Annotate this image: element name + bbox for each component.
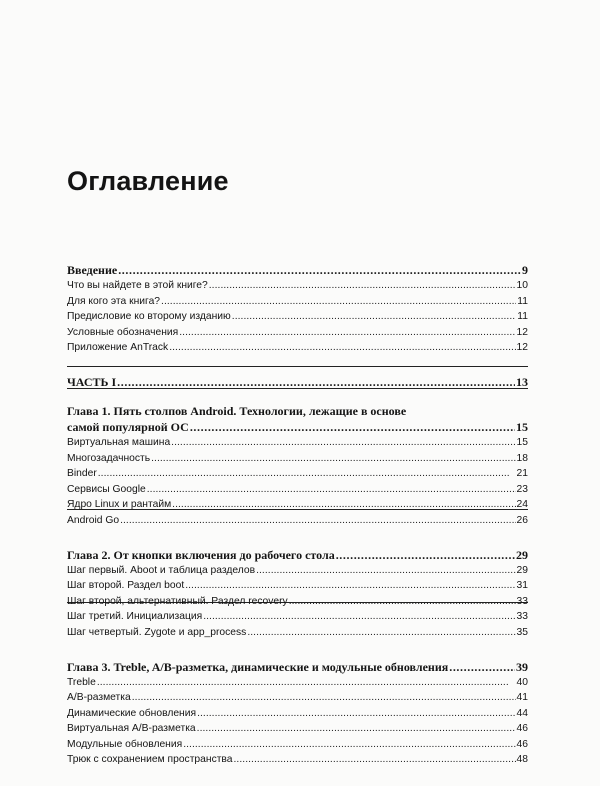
page-number: 44 bbox=[516, 707, 528, 719]
page-title: Оглавление bbox=[67, 166, 229, 196]
page-number: 31 bbox=[516, 580, 528, 592]
dot-leader bbox=[209, 278, 516, 294]
toc-entry[interactable] bbox=[67, 690, 528, 706]
toc-entry-label: Трюк с сохранением пространства bbox=[67, 754, 233, 766]
toc-group-chapter1 bbox=[67, 403, 528, 529]
dot-leader bbox=[256, 563, 515, 579]
dot-leader bbox=[98, 466, 516, 482]
page-number: 23 bbox=[516, 483, 528, 495]
toc-entry[interactable] bbox=[67, 675, 528, 691]
toc-entry-label: Шаг первый. Aboot и таблица разделов bbox=[67, 564, 256, 576]
dot-leader bbox=[151, 451, 515, 467]
dot-leader bbox=[185, 578, 515, 594]
page-number: 18 bbox=[516, 452, 528, 464]
dot-leader bbox=[179, 325, 515, 341]
table-of-contents bbox=[67, 262, 528, 786]
page-number: 21 bbox=[516, 468, 528, 480]
dot-leader bbox=[161, 294, 516, 310]
toc-entry-label: Binder bbox=[67, 468, 97, 480]
chapter2-title: Глава 2. От кнопки включения до рабочего стола bbox=[67, 547, 335, 562]
toc-entry[interactable] bbox=[67, 482, 528, 498]
page-number: 39 bbox=[516, 659, 528, 674]
chapter3-title: Глава 3. Treble, A/B-разметка, динамические и модульные обновления bbox=[67, 659, 449, 674]
page-number: 41 bbox=[516, 692, 528, 704]
toc-entry[interactable] bbox=[67, 737, 528, 753]
page-number: 12 bbox=[516, 342, 528, 354]
page-number: 11 bbox=[517, 311, 528, 323]
page-number: 15 bbox=[516, 436, 528, 448]
toc-entry-label: Многозадачность bbox=[67, 452, 151, 464]
dot-leader bbox=[203, 609, 515, 625]
toc-entry-label: Условные обозначения bbox=[67, 326, 179, 338]
dot-leader bbox=[118, 262, 521, 278]
toc-entry[interactable] bbox=[67, 721, 528, 737]
toc-entry-label: A/B-разметка bbox=[67, 692, 131, 704]
toc-entry-label: Динамические обновления bbox=[67, 707, 197, 719]
toc-entry-label: Что вы найдете в этой книге? bbox=[67, 280, 208, 291]
page-number: 33 bbox=[516, 595, 528, 607]
toc-entry[interactable] bbox=[67, 513, 528, 529]
toc-entry[interactable] bbox=[67, 625, 528, 641]
page-number: 46 bbox=[516, 738, 528, 750]
dot-leader bbox=[147, 482, 516, 498]
toc-entry[interactable] bbox=[67, 466, 528, 482]
toc-entry[interactable] bbox=[67, 609, 528, 625]
toc-group-chapter2 bbox=[67, 547, 528, 641]
toc-entry-label: Виртуальная машина bbox=[67, 436, 171, 448]
dot-leader bbox=[197, 706, 515, 722]
chapter1-title-line1[interactable]: Глава 1. Пять столпов Android. Технологии, лежащие в основе bbox=[67, 403, 407, 418]
toc-heading-chapter1[interactable] bbox=[67, 419, 528, 435]
page-number: 13 bbox=[516, 374, 528, 389]
page-number: 48 bbox=[516, 754, 528, 766]
dot-leader bbox=[183, 737, 515, 753]
toc-heading-part1[interactable] bbox=[67, 374, 528, 390]
page-number: 26 bbox=[516, 514, 528, 526]
toc-entry[interactable] bbox=[67, 563, 528, 579]
toc-entry[interactable] bbox=[67, 752, 528, 768]
page-number: 33 bbox=[516, 611, 528, 623]
toc-entry[interactable] bbox=[67, 309, 528, 325]
toc-entry[interactable] bbox=[67, 594, 528, 610]
toc-entry[interactable] bbox=[67, 435, 528, 451]
dot-leader bbox=[171, 435, 515, 451]
toc-entry-label: Шаг второй. Раздел boot bbox=[67, 580, 185, 592]
page-number: 9 bbox=[522, 263, 528, 277]
toc-entry[interactable] bbox=[67, 294, 528, 310]
toc-entry-label: Android Go bbox=[67, 514, 120, 526]
toc-entry-label: Приложение AnTrack bbox=[67, 342, 169, 354]
page-number: 12 bbox=[516, 326, 528, 338]
dot-leader bbox=[247, 625, 515, 641]
dot-leader bbox=[117, 374, 515, 390]
dot-leader bbox=[234, 752, 516, 768]
dot-leader bbox=[289, 594, 516, 610]
toc-entry[interactable] bbox=[67, 278, 528, 294]
page-number: 40 bbox=[516, 676, 528, 688]
toc-entry[interactable] bbox=[67, 578, 528, 594]
toc-heading-chapter2[interactable] bbox=[67, 547, 528, 563]
toc-group-intro bbox=[67, 262, 528, 356]
page-number: 15 bbox=[516, 419, 528, 434]
chapter1-title-line2: самой популярной ОС bbox=[67, 419, 189, 434]
toc-entry[interactable] bbox=[67, 340, 528, 356]
toc-heading-label: ЧАСТЬ I bbox=[67, 374, 117, 389]
toc-entry[interactable] bbox=[67, 451, 528, 467]
toc-entry-label: Шаг третий. Инициализация bbox=[67, 611, 203, 623]
page-number: 24 bbox=[516, 499, 528, 511]
toc-heading-intro[interactable] bbox=[67, 262, 528, 278]
toc-heading-label: Введение bbox=[67, 263, 118, 277]
toc-entry-label: Сервисы Google bbox=[67, 483, 146, 495]
toc-entry-label: Предисловие ко второму изданию bbox=[67, 311, 231, 323]
dot-leader bbox=[449, 659, 515, 675]
page-number: 11 bbox=[517, 295, 528, 307]
toc-entry-label: Виртуальная A/B-разметка bbox=[67, 723, 196, 735]
dot-leader bbox=[336, 547, 515, 563]
page-number: 10 bbox=[516, 280, 528, 291]
dot-leader bbox=[232, 309, 517, 325]
dot-leader bbox=[190, 419, 515, 435]
toc-entry-label: Шаг второй, альтернативный. Раздел recovery bbox=[67, 595, 288, 607]
toc-group-part1 bbox=[67, 374, 528, 390]
toc-entry-label: Шаг четвертый. Zygote и app_process bbox=[67, 626, 247, 638]
page-number: 29 bbox=[516, 564, 528, 576]
toc-entry[interactable] bbox=[67, 325, 528, 341]
toc-entry[interactable] bbox=[67, 497, 528, 513]
dot-leader bbox=[132, 690, 516, 706]
toc-entry[interactable] bbox=[67, 706, 528, 722]
toc-entry-label: Для кого эта книга? bbox=[67, 295, 161, 307]
dot-leader bbox=[172, 497, 515, 513]
page-number: 35 bbox=[516, 626, 528, 638]
dot-leader bbox=[120, 513, 515, 529]
toc-group-chapter3 bbox=[67, 659, 528, 769]
dot-leader bbox=[197, 721, 516, 737]
toc-heading-chapter3[interactable] bbox=[67, 659, 528, 675]
dot-leader bbox=[169, 340, 515, 356]
dot-leader bbox=[97, 675, 516, 691]
toc-entry-label: Treble bbox=[67, 676, 96, 688]
toc-entry-label: Ядро Linux и рантайм bbox=[67, 499, 172, 511]
page-number: 29 bbox=[516, 547, 528, 562]
toc-entry-label: Модульные обновления bbox=[67, 738, 183, 750]
page-number: 46 bbox=[516, 723, 528, 735]
